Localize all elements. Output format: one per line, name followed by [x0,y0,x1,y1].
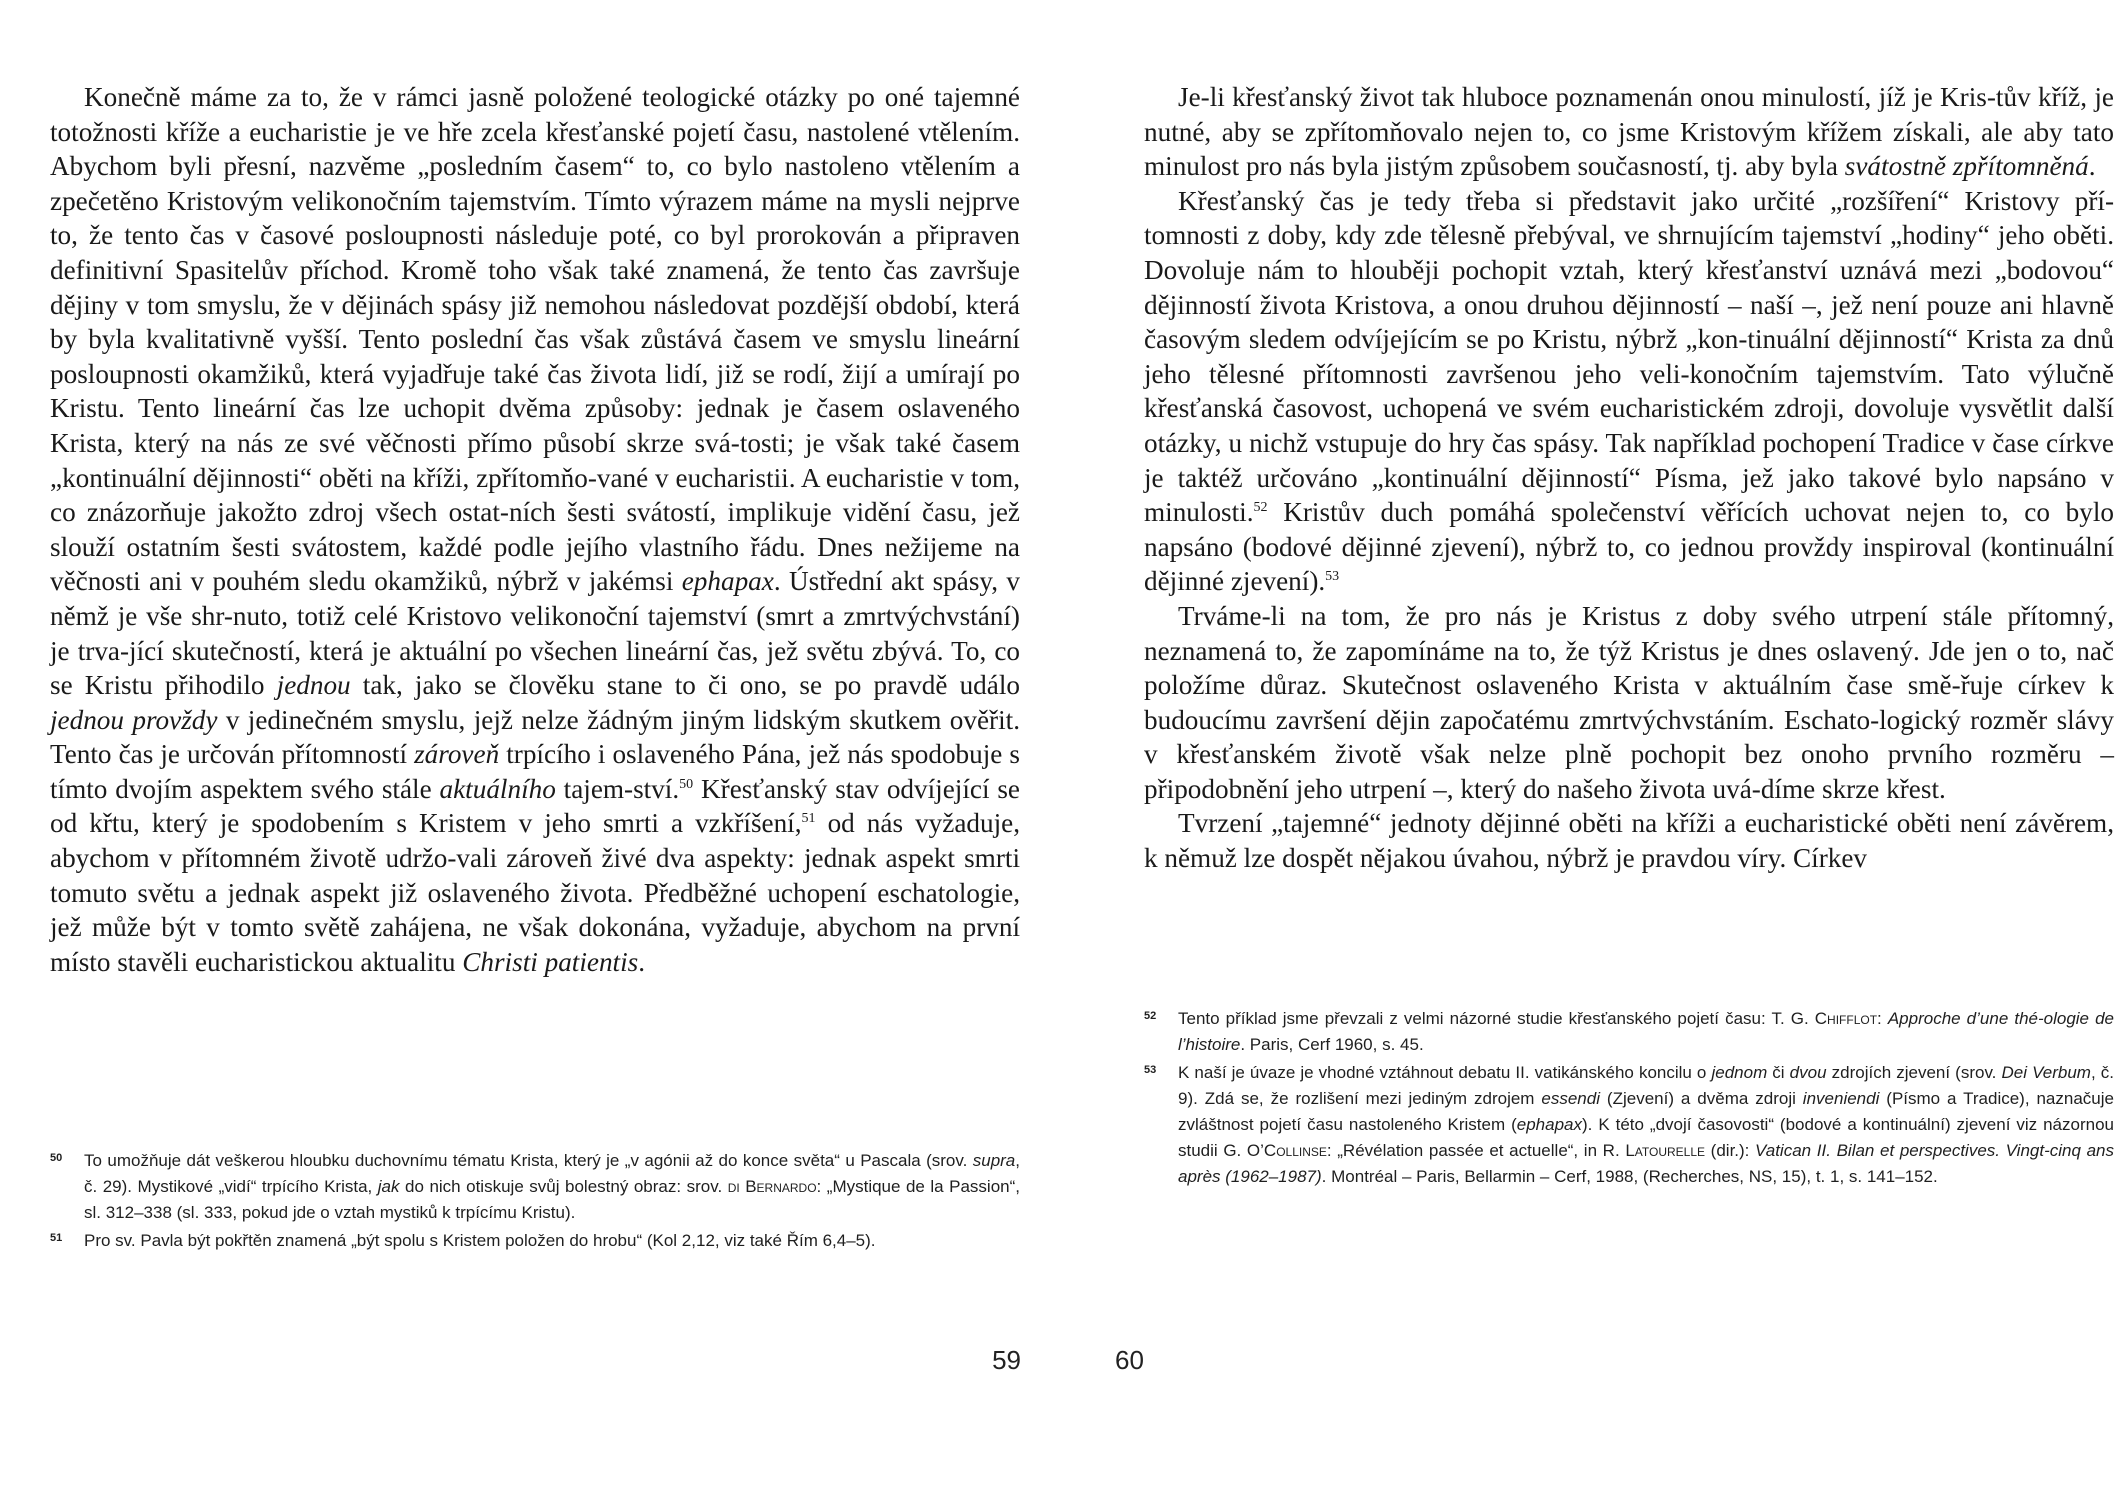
footnote-53: 53 K naší je úvaze je vhodné vztáhnout debatu II. vatikánského koncilu o jednom či dvou zdrojích zjevení (srov. Dei Verbum, č. 9). Zdá se, že rozlišení mezi jediným zdrojem essendi (Zjevení) a dvěma zdroji inveniendi (Písmo a Tradice), naznačuje zvláštnost pojetí času nastoleného Kristem (ephapax). K této „dvojí časovosti“ (bodové a kontinuální) zjevení viz názornou studii G. O’Collinse: „Révélation passée et actuelle“, in R. Latourelle (dir.): Vatican II. Bilan et perspectives. Vingt-cinq ans après (1962–1987). Montréal – Paris, Bellarmin – Cerf, 1988, (Recherches, NS, 15), t. 1, s. 141–152. [1144,1060,2114,1190]
page-number: 59 [992,1345,1021,1375]
left-footnotes [50,1148,1020,1256]
footnote-52: 52 Tento příklad jsme převzali z velmi názorné studie křesťanského pojetí času: T. G. Chifflot: Approche d’une thé-ologie de l’histoire. Paris, Cerf 1960, s. 45. [1144,1006,2114,1058]
footnote-ref-51[interactable]: 51 [801,811,816,827]
footnote-ref-52[interactable]: 52 [1253,500,1268,516]
footnote-number: 50 [50,1152,63,1164]
right-paragraph-3: Trváme-li na tom, že pro nás je Kristus z doby svého utrpení stále přítomný, neznamená to, že zapomínáme na to, že týž Kristus je dnes oslavený. Jde jen o to, nač položíme důraz. Skutečnost oslaveného Krista v aktuálním čase smě-řuje církev k budoucímu završení dějin započatému zmrtvýchvstáním. Eschato-logický rozměr slávy v křesťanském životě však nelze plně pochopit bez onoho prvního rozměru – připodobnění jeho utrpení –, který do našeho života uvá-díme skrze křest. [1144,600,2114,804]
left-body-text [50,80,1020,979]
right-body-text [1144,80,2114,876]
left-paragraph-1: Konečně máme za to, že v rámci jasně položené teologické otázky po oné tajemné totožnosti kříže a eucharistie je ve hře zcela křesťanské pojetí času, nastolené vtělením. Abychom byli přesní, nazvěme „posledním časem“ to, co bylo nastoleno vtělením a zpečetěno Kristovým velikonočním tajemstvím. Tímto výrazem máme na mysli nejprve to, že tento čas v časové posloupnosti následuje poté, co byl prorokován a připraven definitivní Spasitelův příchod. Kromě toho však také znamená, že tento čas završuje dějiny v tom smyslu, že v dějinách spásy již nemohou následovat pozdější období, která by byla kvalitativně vyšší. Tento poslední čas však zůstává časem ve smyslu lineární posloupnosti okamžiků, která vyjadřuje také čas života lidí, již se rodí, žijí a umírají po Kristu. Tento lineární čas lze uchopit dvěma způsoby: jednak je časem oslaveného Krista, který na nás ze své věčnosti přímo působí skrze svá-tosti; je však také časem „kontinuální dějinnosti“ oběti na kříži, zpřítomňo-vané v eucharistii. A eucharistie v tom, co znázorňuje jakožto zdroj všech ostat-ních šesti svátostí, implikuje vidění času, jež slouží ostatním šesti svátostem, každé podle jejího vlastního řádu. Dnes nežijeme na věčnosti ani v pouhém sledu okamžiků, nýbrž v jakémsi ephapax. Ústřední akt spásy, v němž je vše shr-nuto, totiž celé Kristovo velikonoční tajemství (smrt a zmrtvýchvstání) je trva-jící skutečností, která je aktuální po všechen lineární čas, jež světu zbývá. To, co se Kristu přihodilo jednou tak, jako se člověku stane to či ono, se po pravdě událo jednou provždy v jedinečném smyslu, jejž nelze žádným jiným lidským skutkem ověřit. Tento čas je určován přítomností zároveň trpícího i oslaveného Pána, jež nás spodobuje s tímto dvojím aspektem svého stále aktuálního tajem-ství.$^{50}$ Křesťanský stav odvíjející se od křtu, který je spodobením s Kristem v jeho smrti a vzkříšení,$^{51}$ od nás vyžaduje, abychom v přítomném životě udržo-vali zároveň živé dva aspekty: jednak aspekt smrti tomuto světu a jednak aspekt již oslaveného života. Předběžné uchopení eschatologie, jež může být v tomto světě zahájena, ne však dokonána, vyžaduje, abychom na první místo stavěli eucharistickou aktualitu Christi patientis. [50,82,1021,977]
footnote-number: 51 [50,1232,63,1244]
right-page [1061,0,2122,1500]
right-paragraph-2: Křesťanský čas je tedy třeba si představit jako určité „rozšíření“ Kristovy pří-tomnosti z doby, kdy zde tělesně přebýval, ve shrnujícím tajemství „hodiny“ jeho oběti. Dovoluje nám to hlouběji pochopit vztah, který křesťanství uznává mezi „bodovou“ dějinností života Kristova, a onou druhou dějinností – naší –, jež není pouze ani hlavně časovým sledem odvíjejícím se po Kristu, nýbrž „kon-tinuální dějinností“ Krista za dnů jeho tělesné přítomnosti završenou jeho veli-konočním tajemstvím. Tato výlučně křesťanská časovost, uchopená ve svém eucharistickém zdroji, dovoluje vysvětlit další otázky, u nichž vstupuje do hry čas spásy. Tak například pochopení Tradice v čase církve je taktéž určováno „kontinuální dějinností“ Písma, jež jako takové bylo napsáno v minulosti.$^{52}$ Kristův duch pomáhá společenství věřících uchovat nejen to, co bylo napsáno (bodové dějinné zjevení), nýbrž to, co jednou provždy inspiroval (kontinuální dějinné zjevení).$^{53}$ [1144,185,2114,597]
footnote-51: 51 Pro sv. Pavla být pokřtěn znamená „být spolu s Kristem položen do hrobu“ (Kol 2,12, viz také Řím 6,4–5). [50,1228,1020,1254]
right-footnotes [1144,1006,2114,1192]
footnote-number: 52 [1144,1010,1157,1022]
right-paragraph-4: Tvrzení „tajemné“ jednoty dějinné oběti na kříži a eucharistické oběti není závěrem, k němuž lze dospět nějakou úvahou, nýbrž je pravdou víry. Církev [1144,808,2114,874]
footnote-number: 53 [1144,1064,1157,1076]
right-paragraph-1: Je-li křesťanský život tak hluboce poznamenán onou minulostí, jíž je Kris-tův kříž, je nutné, aby se zpřítomňovalo nejen to, co jsme Kristovým křížem získali, ale aby tato minulost pro nás byla jistým způsobem současností, tj. aby byla svátostně zpřítomněná. [1144,82,2114,182]
page-number: 60 [1115,1345,1144,1375]
footnote-50: 50 To umožňuje dát veškerou hloubku duchovnímu tématu Krista, který je „v agónii až do konce světa“ u Pascala (srov. supra, č. 29). Mystikové „vidí“ trpícího Krista, jak do nich otiskuje svůj bolestný obraz: srov. di Bernardo: „Mystique de la Passion“, sl. 312–338 (sl. 333, pokud jde o vztah mystiků k trpícímu Kristu). [50,1148,1020,1226]
footnote-ref-50[interactable]: 50 [679,776,694,792]
footnote-ref-53[interactable]: 53 [1325,569,1340,585]
